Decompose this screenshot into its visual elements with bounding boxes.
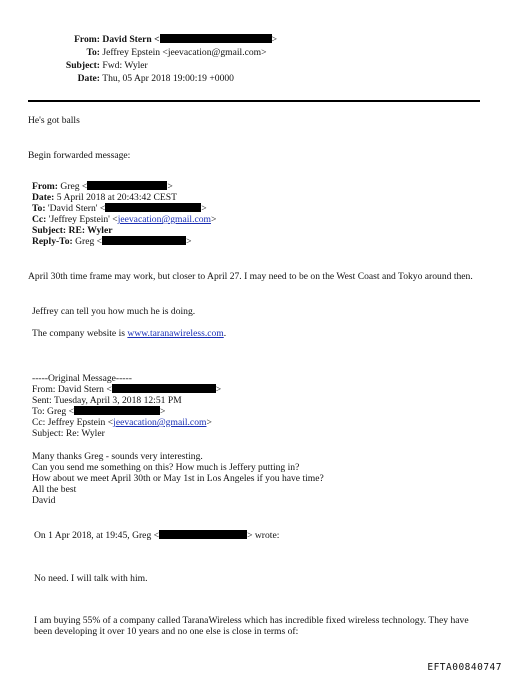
website-link[interactable]: www.taranawireless.com [127, 328, 224, 339]
fwd-cc-suffix: > [210, 214, 217, 225]
header-subject-value: Fwd: Wyler [102, 60, 148, 71]
redaction-box [102, 236, 186, 245]
fwd-cc-label: Cc: [32, 214, 47, 225]
fwd-replyto-label: Reply-To: [32, 236, 73, 247]
redaction-box [159, 530, 247, 539]
header-date-label: Date: [77, 73, 100, 84]
fwd-from-row [32, 181, 173, 192]
header-subject-row [40, 60, 148, 71]
quote-intro-suffix: > wrote: [247, 530, 280, 541]
orig-to-row [32, 406, 165, 417]
david-line: How about we meet April 30th or May 1st in Los Angeles if you have time? [32, 473, 324, 484]
fwd-replyto-row [32, 236, 192, 247]
orig-from: From: David Stern < [32, 384, 112, 395]
header-from-close: > [271, 34, 277, 45]
quote-intro-prefix: On 1 Apr 2018, at 19:45, Greg < [34, 530, 160, 541]
fwd-replyto-value: Greg < [75, 236, 103, 247]
orig-from-row [32, 384, 221, 395]
redaction-box [112, 384, 216, 393]
header-subject-label: Subject: [65, 60, 100, 71]
greg-paragraph-3 [32, 328, 226, 339]
david-line: All the best [32, 484, 77, 495]
david-line: Many thanks Greg - sounds very interesting. [32, 451, 203, 462]
redaction-box [105, 203, 201, 212]
fwd-replyto-close: > [186, 236, 192, 247]
no-need-line: No need. I will talk with him. [34, 573, 148, 584]
fwd-cc-row [32, 214, 216, 225]
fwd-date-row [32, 192, 177, 203]
fwd-subject-row [32, 225, 112, 236]
quote-intro [34, 530, 279, 541]
david-line: Can you send me something on this? How much is Jeffery putting in? [32, 462, 300, 473]
fwd-date-value: 5 April 2018 at 20:43:42 CEST [56, 192, 177, 203]
greg-paragraph-2: Jeffrey can tell you how much he is doing. [32, 306, 196, 317]
fwd-to-close: > [201, 203, 207, 214]
redaction-box [160, 34, 272, 43]
orig-title: -----Original Message----- [32, 373, 132, 384]
redaction-box [74, 406, 160, 415]
fwd-from-close: > [167, 181, 173, 192]
orig-from-close: > [215, 384, 222, 395]
orig-cc-suffix: > [206, 417, 212, 428]
header-divider [28, 100, 480, 102]
david-line: David [32, 495, 56, 506]
header-to-label: To: [86, 47, 100, 58]
orig-to-close: > [160, 406, 166, 417]
fwd-from-label: From: [32, 181, 58, 192]
fwd-to-row [32, 203, 207, 214]
buying-paragraph: I am buying 55% of a company called TaranaWireless which has incredible fixed wireless technology. They have been developing it over 10 years and no one else is close in terms of: [34, 615, 469, 637]
website-suffix: . [223, 328, 227, 339]
fwd-from-value: Greg < [60, 181, 88, 192]
forward-intro: Begin forwarded message: [28, 150, 131, 161]
header-from-label: From: [74, 34, 100, 45]
document-id: EFTA00840747 [427, 662, 502, 673]
fwd-subject-label: Subject: [32, 225, 67, 236]
header-to-row [40, 47, 267, 58]
orig-cc-email-link[interactable]: jeevacation@gmail.com [113, 417, 207, 428]
fwd-to-value: 'David Stern' < [47, 203, 106, 214]
header-date-value: Thu, 05 Apr 2018 19:00:19 +0000 [102, 73, 234, 84]
body-line: He's got balls [28, 115, 80, 126]
redaction-box [87, 181, 167, 190]
orig-sent: Sent: Tuesday, April 3, 2018 12:51 PM [32, 395, 182, 406]
header-to-value: Jeffrey Epstein <jeevacation@gmail.com> [102, 47, 267, 58]
header-from-name: David Stern < [102, 34, 160, 45]
orig-cc-prefix: Cc: Jeffrey Epstein < [32, 417, 114, 428]
orig-to: To: Greg < [32, 406, 75, 417]
greg-paragraph-1: April 30th time frame may work, but closer to April 27. I may need to be on the West Coast and Tokyo around then. [28, 271, 473, 282]
header-from-row [40, 34, 277, 45]
website-prefix: The company website is [32, 328, 128, 339]
fwd-to-label: To: [32, 203, 46, 214]
fwd-cc-email-link[interactable]: jeevacation@gmail.com [117, 214, 211, 225]
orig-cc-row [32, 417, 212, 428]
fwd-date-label: Date: [32, 192, 55, 203]
fwd-cc-prefix: 'Jeffrey Epstein' < [48, 214, 118, 225]
orig-subject: Subject: Re: Wyler [32, 428, 105, 439]
header-date-row [40, 73, 234, 84]
fwd-subject-value: RE: Wyler [68, 225, 113, 236]
